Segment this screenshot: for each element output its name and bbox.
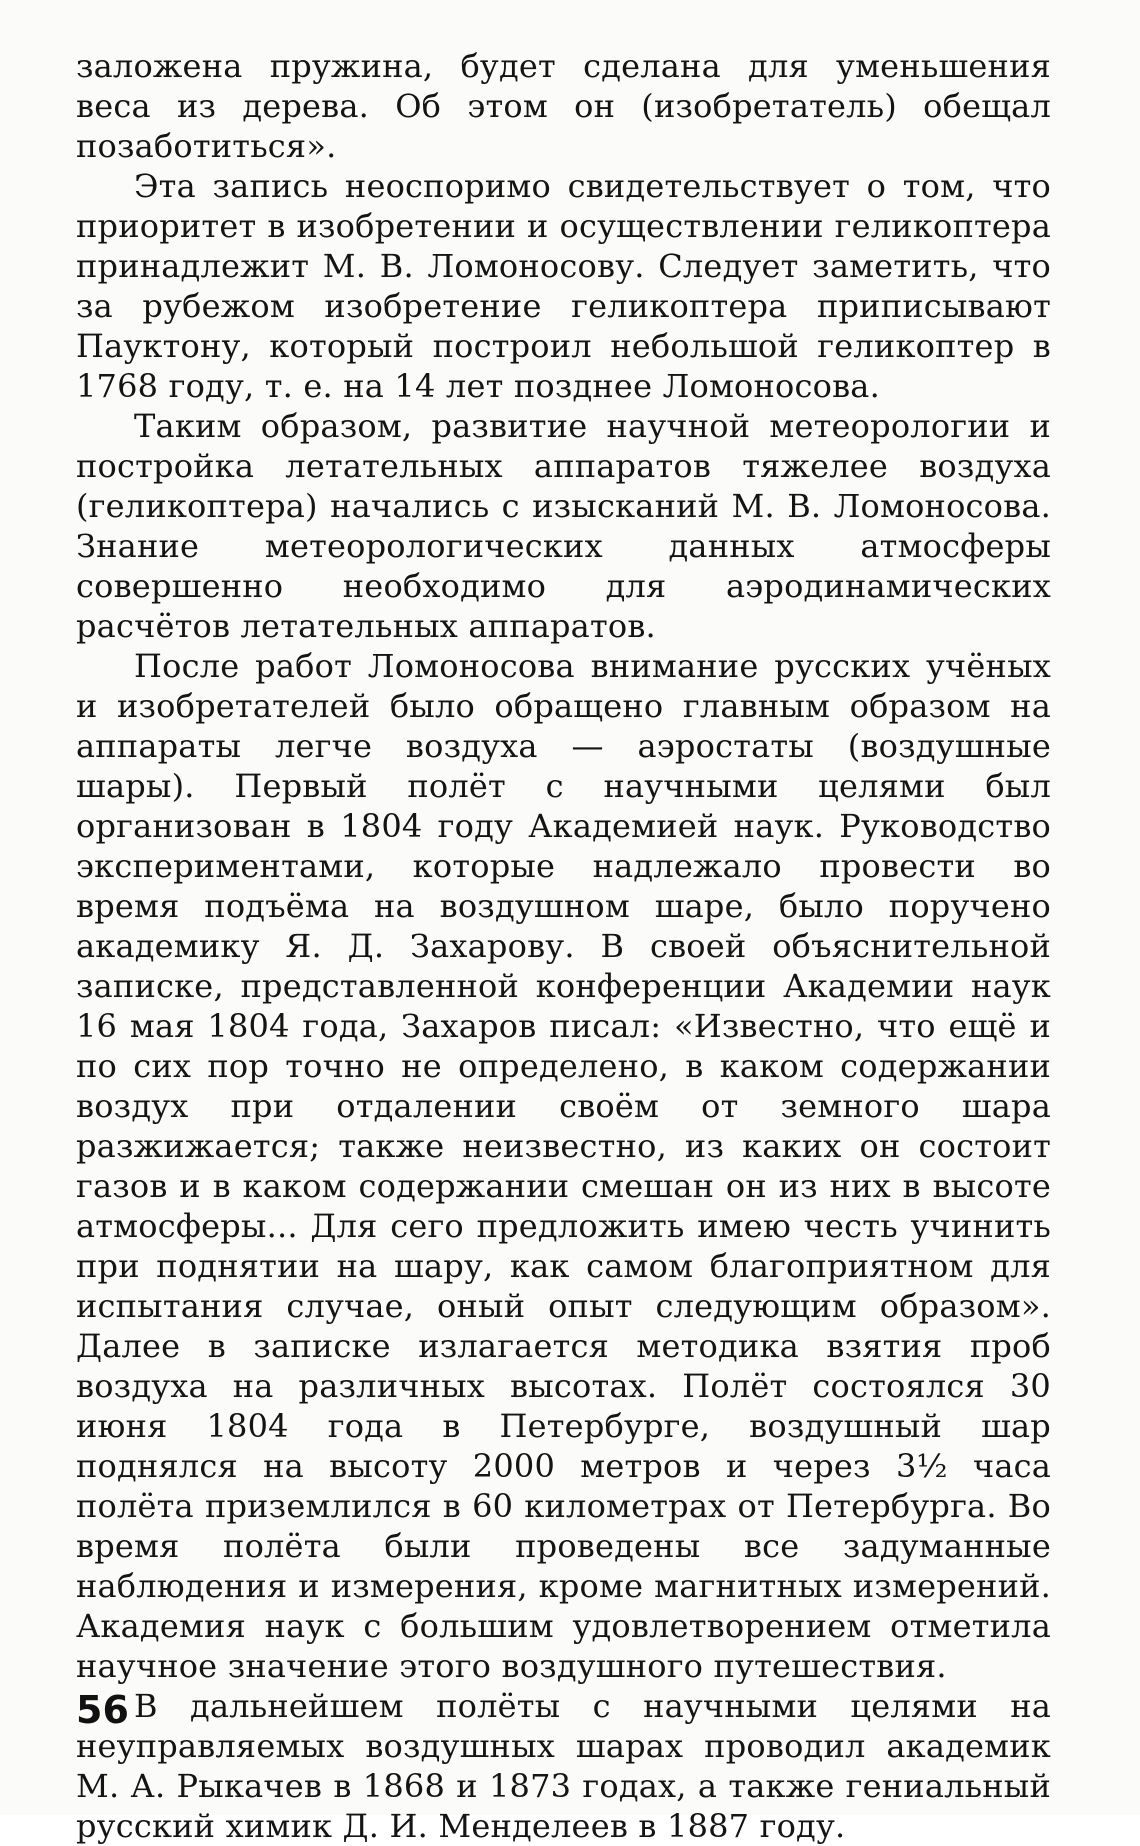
body-text [76,46,1051,1846]
paragraph-meteorology: Таким образом, развитие научной метеорологии и постройка летательных аппаратов тяжелее воздуха (геликоптера) начались с изысканий М. В. Ломоносова. Знание метеорологических данных атмосферы совершенно необходимо для аэродинамических расчётов летательных аппаратов. [76,407,1051,645]
page-number: 56 [76,1688,129,1732]
paragraph-continuation: заложена пружина, будет сделана для уменьшения веса из дерева. Об этом он (изобретатель) обещал позаботиться». [76,47,1051,165]
paragraph-helicopter-priority: Эта запись неоспоримо свидетельствует о том, что приоритет в изобретении и осуществлении геликоптера принадлежит М. В. Ломоносову. Следует заметить, что за рубежом изобретение геликоптера приписывают Пауктону, который построил небольшой геликоптер в 1768 году, т. е. на 14 лет позднее Ломоносова. [76,167,1051,405]
paragraph-balloon-flight: После работ Ломоносова внимание русских учёных и изобретателей было обращено главным образом на аппараты легче воздуха — аэростаты (воздушные шары). Первый полёт с научными целями был организован в 1804 году Академией наук. Руководство экспериментами, которые надлежало провести во время подъёма на воздушном шаре, было поручено академику Я. Д. Захарову. В своей объяснительной записке, представленной конференции Академии наук 16 мая 1804 года, Захаров писал: «Известно, что ещё и по сих пор точно не определено, в каком содержании воздух при отдалении своём от земного шара разжижается; также неизвестно, из каких он состоит газов и в каком содержании смешан он из них в высоте атмосферы... Для сего предложить имею честь учинить при поднятии на шару, как самом благоприятном для испытания случае, оный опыт следующим образом». Далее в записке излагается методика взятия проб воздуха на различных высотах. Полёт состоялся 30 июня 1804 года в Петербурге, воздушный шар поднялся на высоту 2000 метров и через 3½ часа полёта приземлился в 60 километрах от Петербурга. Во время полёта были проведены все задуманные наблюдения и измерения, кроме магнитных измерений. Академия наук с большим удовлетворением отметила научное значение этого воздушного путешествия. [76,647,1051,1685]
paragraph-later-flights: В дальнейшем полёты с научными целями на неуправляемых воздушных шарах проводил академик М. А. Рыкачев в 1868 и 1873 годах, а также гениальный русский химик Д. И. Менделеев в 1887 году. [76,1687,1051,1845]
